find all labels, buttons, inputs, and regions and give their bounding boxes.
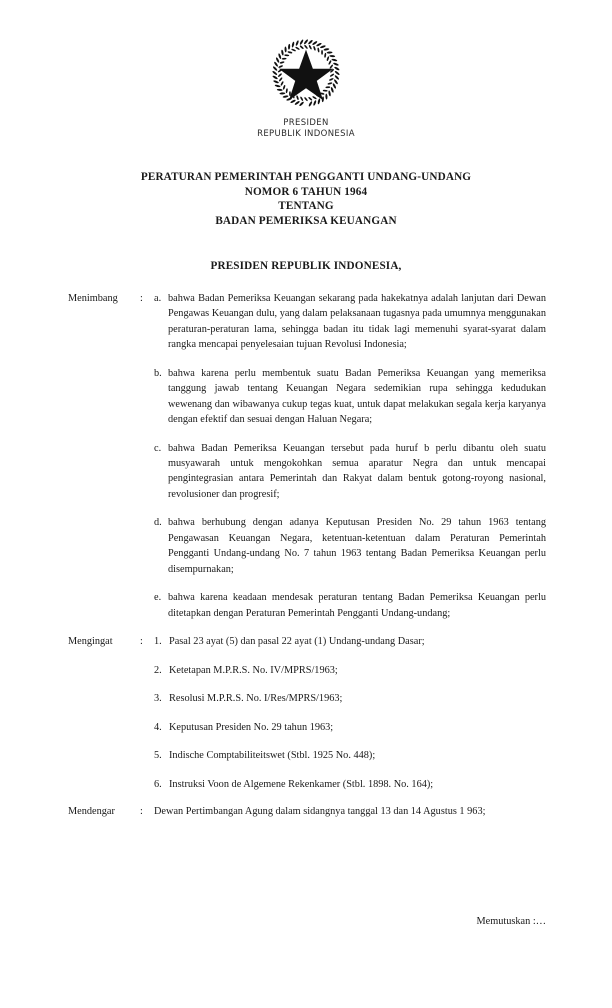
list-item [154, 748, 546, 763]
list-item [154, 720, 546, 735]
list-item [154, 291, 546, 353]
title-line-number: NOMOR 6 TAHUN 1964 [244, 185, 368, 198]
list-item [154, 515, 546, 577]
item-marker: 2. [154, 664, 162, 676]
footer-continuation-note: Memutuskan :… [476, 916, 546, 927]
item-marker: 4. [154, 721, 162, 733]
document-title [56, 170, 556, 228]
emblem-block [0, 34, 612, 140]
item-marker: 6. [154, 779, 162, 791]
item-text: bahwa karena keadaan mendesak peraturan tentang Badan Pemeriksa Keuangan perlu ditetapkan dengan Peraturan Pemerintah Pengganti Undang-undang; [168, 592, 546, 619]
item-marker: 1. [154, 636, 162, 648]
item-marker: 3. [154, 693, 162, 705]
clause-label-mengingat: Mengingat [68, 636, 113, 648]
clause-colon-menimbang: : [140, 293, 143, 304]
item-text: bahwa berhubung dengan adanya Keputusan Presiden No. 29 tahun 1963 tentang Pengawasan Keuangan Negara, ketentuan-ketentuan dalam Peraturan Pemerintah Pengganti Undang-undang No. 7 tahun 1963 tentang Badan Pemeriksa Keuangan perlu disempurnakan; [168, 517, 546, 575]
list-item [154, 663, 546, 678]
item-text: Keputusan Presiden No. 29 tahun 1963; [169, 721, 334, 733]
clause-colon-mendengar: : [140, 806, 143, 818]
item-marker: b. [154, 367, 162, 379]
list-item [154, 691, 546, 706]
title-line-subject: BADAN PEMERIKSA KEUANGAN [215, 214, 397, 227]
item-text: Dewan Pertimbangan Agung dalam sidangnya tanggal 13 dan 14 Agustus 1 963; [154, 806, 486, 818]
emblem-caption-line2: REPUBLIK INDONESIA [257, 129, 355, 139]
list-item [154, 634, 546, 649]
clause-group-mendengar [68, 804, 546, 819]
item-text: Ketetapan M.P.R.S. No. IV/MPRS/1963; [169, 664, 338, 676]
issuing-authority: PRESIDEN REPUBLIK INDONESIA, [210, 260, 402, 272]
item-text: Pasal 23 ayat (5) dan pasal 22 ayat (1) Undang-undang Dasar; [169, 636, 425, 648]
item-text: bahwa Badan Pemeriksa Keuangan sekarang pada hakekatnya adalah lanjutan dari Dewan Pengawas Keuangan dulu, yang dalam pelaksanaan tugasnya pada umumnya menggunakan peraturan-peraturan lama, sehingga badan itu tidak lagi memenuhi syarat-syarat dalam rangka mencapai penyelesaian tujuan Revolusi Indonesia; [168, 293, 546, 351]
list-item [154, 804, 546, 819]
item-marker: c. [154, 442, 162, 454]
item-marker: e. [154, 592, 162, 604]
emblem-caption-line1: PRESIDEN [283, 118, 329, 128]
clause-colon-mengingat: : [140, 636, 143, 648]
item-marker: a. [154, 293, 162, 304]
item-text: bahwa Badan Pemeriksa Keuangan tersebut pada huruf b perlu dibantu oleh suatu musyawarah untuk mengokohkan semua aparatur Negra dan untuk mencapai pengintegrasian antara Pemerintah dan Rakyat dalam bentuk gotong-royong nasional, revolusioner dan progresif; [168, 442, 546, 500]
item-marker: 5. [154, 750, 162, 762]
clause-items-mengingat [154, 634, 546, 792]
item-text: Resolusi M.P.R.S. No. I/Res/MPRS/1963; [169, 693, 343, 705]
title-line-tentang: TENTANG [278, 200, 334, 213]
clause-label-menimbang: Menimbang [68, 293, 118, 304]
item-text: bahwa karena perlu membentuk suatu Badan Pemeriksa Keuangan yang memeriksa tanggung jawab tentang Keuangan Negara sedemikian rupa sehingga kedudukan wewenang dan wibawanya cukup tegas kuat, untuk dapat melakukan segala kerja karyanya dengan efektif dan sesuai dengan Haluan Negara; [168, 367, 546, 426]
clause-label-mendengar: Mendengar [68, 806, 115, 818]
list-item [154, 590, 546, 621]
item-text: Instruksi Voon de Algemene Rekenkamer (Stbl. 1898. No. 164); [169, 779, 434, 791]
list-item [154, 777, 546, 792]
list-item [154, 441, 546, 503]
clause-items-mendengar [154, 804, 546, 819]
title-line-regulation-type: PERATURAN PEMERINTAH PENGGANTI UNDANG-UNDANG [140, 171, 472, 183]
emblem-caption [0, 118, 612, 140]
clause-group-menimbang [68, 291, 546, 621]
item-marker: d. [154, 517, 162, 529]
list-item [154, 366, 546, 428]
clause-items-menimbang [154, 291, 546, 621]
item-text: Indische Comptabiliteitswet (Stbl. 1925 No. 448); [169, 750, 376, 762]
indonesia-presidential-star-wreath-emblem [267, 34, 345, 112]
clause-group-mengingat [68, 634, 546, 792]
clause-container [68, 291, 546, 820]
